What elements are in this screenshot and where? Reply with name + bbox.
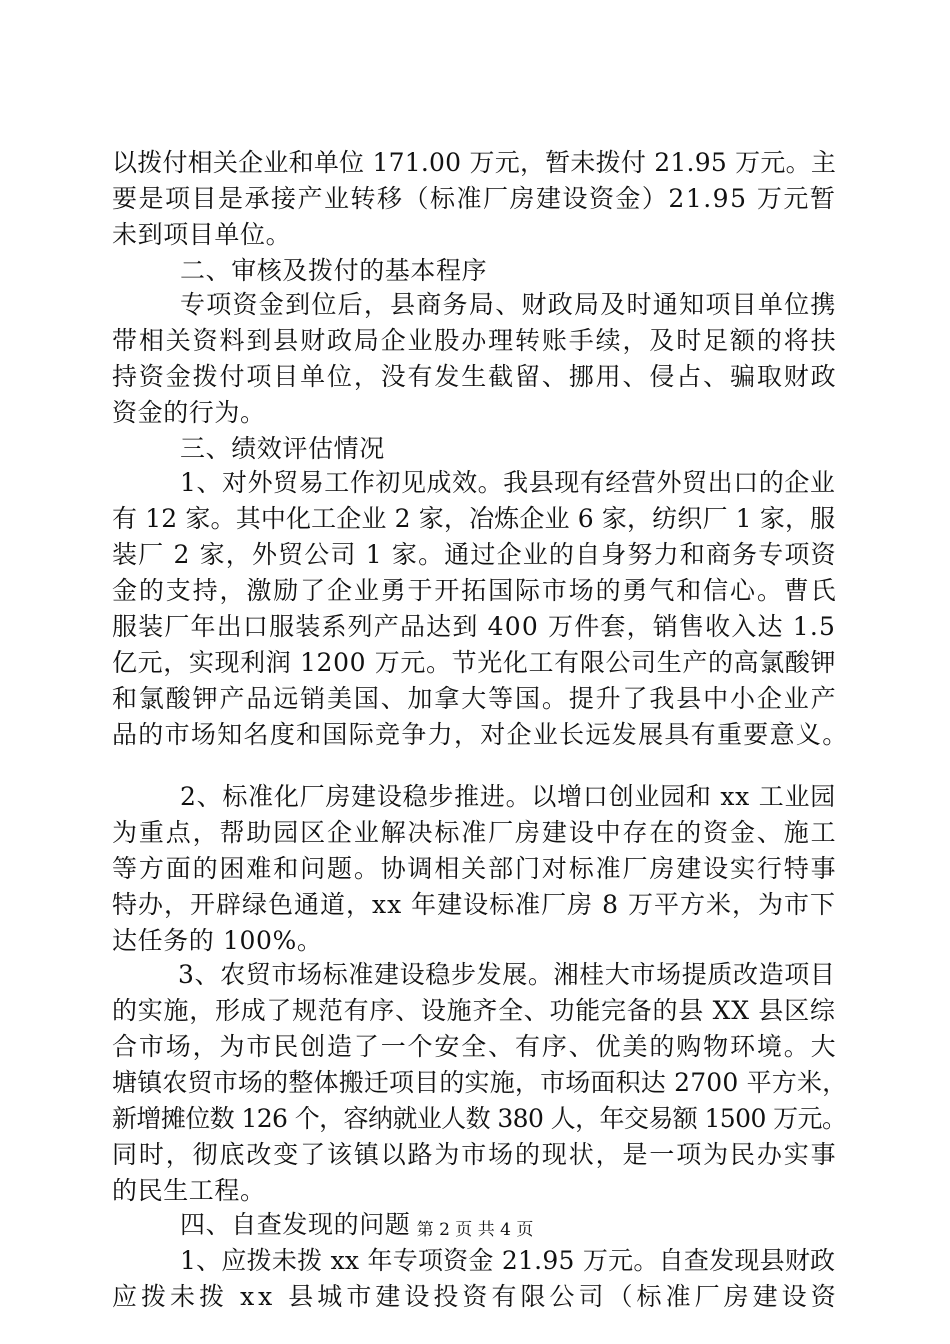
text-line: 有 12 家。其中化工企业 2 家，冶炼企业 6 家，纺织厂 1 家，服 <box>112 504 836 533</box>
text-line: 资金的行为。 <box>112 398 266 427</box>
text-line: 未到项目单位。 <box>112 220 292 249</box>
text-line: 的实施，形成了规范有序、设施齐全、功能完备的县 XX 县区综 <box>112 996 836 1025</box>
text-line: 四、自查发现的问题 <box>180 1210 411 1239</box>
text-line: 二、审核及拨付的基本程序 <box>180 256 488 285</box>
text-line: 装厂 2 家，外贸公司 1 家。通过企业的自身努力和商务专项资 <box>112 540 837 569</box>
text-line: 持资金拨付项目单位，没有发生截留、挪用、侵占、骗取财政 <box>112 362 838 391</box>
text-line: 以拨付相关企业和单位 171.00 万元，暂未拨付 21.95 万元。主 <box>112 148 837 177</box>
text-line: 带相关资料到县财政局企业股办理转账手续，及时足额的将扶 <box>112 326 838 355</box>
text-line: 塘镇农贸市场的整体搬迁项目的实施，市场面积达 2700 平方米， <box>112 1068 848 1097</box>
text-line: 3、农贸市场标准建设稳步发展。湘桂大市场提质改造项目 <box>178 960 836 989</box>
text-line: 1、应拨未拨 xx 年专项资金 21.95 万元。自查发现县财政 <box>180 1246 836 1275</box>
text-line: 三、绩效评估情况 <box>180 434 385 463</box>
text-line: 要是项目是承接产业转移（标准厂房建设资金）21.95 万元暂 <box>112 184 837 213</box>
page-footer: 第 2 页 共 4 页 <box>416 1220 534 1240</box>
text-line: 达任务的 100%。 <box>112 926 323 955</box>
text-line: 为重点，帮助园区企业解决标准厂房建设中存在的资金、施工 <box>112 818 838 847</box>
text-line: 特办，开辟绿色通道，xx 年建设标准厂房 8 万平方米，为市下 <box>112 890 836 919</box>
text-line: 合市场，为市民创造了一个安全、有序、优美的购物环境。大 <box>112 1032 838 1061</box>
text-line: 服装厂年出口服装系列产品达到 400 万件套，销售收入达 1.5 <box>112 612 837 641</box>
text-line: 新增摊位数 126 个，容纳就业人数 380 人，年交易额 1500 万元。 <box>112 1104 847 1133</box>
text-line: 和氯酸钾产品远销美国、加拿大等国。提升了我县中小企业产 <box>112 684 838 713</box>
text-line: 2、标准化厂房建设稳步推进。以增口创业园和 xx 工业园 <box>180 782 836 811</box>
text-line: 品的市场知名度和国际竞争力，对企业长远发展具有重要意义。 <box>112 720 849 749</box>
text-line: 等方面的困难和问题。协调相关部门对标准厂房建设实行特事 <box>112 854 838 883</box>
text-line: 亿元，实现利润 1200 万元。节光化工有限公司生产的高氯酸钾 <box>112 648 837 677</box>
text-line: 的民生工程。 <box>112 1176 266 1205</box>
text-line: 金的支持，激励了企业勇于开拓国际市场的勇气和信心。曹氏 <box>112 576 838 605</box>
text-line: 专项资金到位后，县商务局、财政局及时通知项目单位携 <box>180 290 837 319</box>
text-line: 应拨未拨 xx 县城市建设投资有限公司（标准厂房建设资 <box>112 1282 840 1311</box>
text-line: 1、对外贸易工作初见成效。我县现有经营外贸出口的企业 <box>180 468 836 497</box>
text-line: 同时，彻底改变了该镇以路为市场的现状，是一项为民办实事 <box>112 1140 838 1169</box>
